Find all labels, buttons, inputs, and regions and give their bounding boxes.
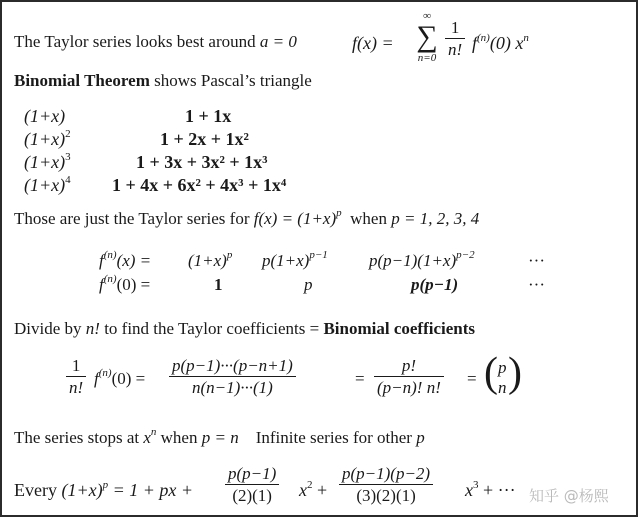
pascal-row-2-lhs: [24, 129, 71, 150]
deriv-row-1-dots: ···: [528, 251, 545, 270]
sum-symbol: ∑: [416, 20, 438, 53]
nth-derivative-superscript: (n): [477, 32, 490, 44]
divide-by-text: Divide by: [14, 319, 82, 338]
coef-eq-2: =: [355, 369, 365, 388]
taylor-formula-lhs: [352, 33, 394, 54]
coef-f-super: (n): [98, 367, 112, 379]
every-word: Every: [14, 480, 57, 500]
coef-frac-1-den: n!: [69, 378, 84, 398]
every-plus: +: [317, 480, 328, 500]
coef-f: f: [94, 369, 99, 388]
binom-top: p: [498, 358, 507, 377]
every-x3-exp: 3: [473, 479, 479, 491]
p-exponent: p: [336, 207, 342, 219]
binom-bottom: n: [498, 378, 507, 397]
f-equals-1-plus-x: f(x) = (1+x): [253, 209, 337, 228]
every-line-lhs: [14, 480, 193, 501]
deriv-row-1-lhs: [99, 251, 151, 271]
binomial-coefficients-bold: Binomial coefficients: [323, 319, 476, 338]
every-frac-1: [225, 464, 279, 507]
pascal-row-1-base: (1+x): [24, 106, 66, 126]
pascal-row-4-exponent: 4: [65, 174, 71, 186]
every-lhs-base: (1+x): [61, 480, 103, 500]
every-lhs-exp: p: [102, 479, 109, 491]
series-stops-text: The series stops at: [14, 428, 140, 447]
coef-f-term: [94, 369, 145, 389]
coef-frac-2-den: n(n−1)···(1): [191, 378, 273, 398]
one-over-n-factorial: [445, 18, 465, 61]
every-x3: [465, 480, 516, 501]
p-equals-n: p = n: [201, 428, 239, 447]
coef-frac-1-num: 1: [66, 356, 86, 377]
coef-frac-3-num: p!: [374, 356, 444, 377]
sum-lower-limit: n=0: [417, 52, 437, 64]
frac-denominator: n!: [448, 40, 463, 60]
coef-f-arg: (0) =: [111, 369, 146, 388]
taylor-term: [472, 33, 529, 54]
deriv-c3-base: p(p−1)(1+x): [369, 251, 457, 270]
deriv-f: f: [99, 251, 104, 270]
deriv-c3-exp: p−2: [456, 249, 475, 261]
taylor-series-text: Those are just the Taylor series for: [14, 209, 250, 228]
pascal-row-3-base: (1+x): [24, 152, 66, 172]
deriv-c1-exp: p: [226, 249, 233, 261]
coef-frac-2-num: p(p−1)···(p−n+1): [169, 356, 296, 377]
pascal-row-4-rhs: 1 + 4x + 6x² + 4x³ + 1x⁴: [112, 175, 287, 195]
deriv-row-2-lhs: [99, 275, 150, 295]
every-tail: + ···: [483, 480, 516, 500]
deriv0-n-super: (n): [103, 273, 117, 285]
deriv-c1-base: (1+x): [188, 251, 227, 270]
p-var: p: [416, 428, 425, 447]
deriv-row-1-col-3: [369, 251, 475, 271]
every-frac-2-den: (3)(2)(1): [356, 486, 416, 506]
x-base: x: [143, 428, 151, 447]
deriv-row-2-col-2: p: [304, 275, 313, 294]
f-of-x-equals: f(x) =: [352, 33, 394, 53]
deriv0-arg: (0) =: [116, 275, 151, 294]
deriv-row-2-dots: ···: [528, 275, 545, 294]
pascal-row-2-exponent: 2: [65, 128, 71, 140]
deriv0-f: f: [99, 275, 104, 294]
pascal-row-3-exponent: 3: [65, 151, 71, 163]
binom-left-paren: (: [484, 350, 498, 396]
deriv-row-1-col-2: [262, 251, 328, 271]
deriv-row-2-col-3: p(p−1): [411, 275, 459, 294]
x-exp-n: n: [150, 426, 157, 438]
n-factorial: n!: [85, 319, 100, 338]
deriv-c2-exp: p−1: [309, 249, 328, 261]
when-word: when: [350, 209, 387, 228]
every-first-terms: = 1 + px +: [112, 480, 194, 500]
coef-frac-2: [169, 356, 296, 399]
p-values: p = 1, 2, 3, 4: [391, 209, 480, 228]
pascal-row-2-base: (1+x): [24, 129, 66, 149]
pascal-row-2-rhs: 1 + 2x + 1x²: [160, 129, 249, 149]
coef-frac-3: [374, 356, 444, 399]
binom-right-paren: ): [508, 350, 522, 396]
every-x3-base: x: [465, 480, 473, 500]
binomial-theorem-title: Binomial Theorem: [14, 71, 150, 90]
taylor-coef-text: to find the Taylor coefficients =: [104, 319, 320, 338]
frac-numerator: 1: [445, 18, 465, 39]
pascal-row-1-lhs: [24, 106, 65, 127]
deriv-n-super: (n): [103, 249, 117, 261]
deriv-row-2-col-1: 1: [214, 275, 223, 294]
every-frac-2: [339, 464, 433, 507]
deriv-x-arg: (x) =: [116, 251, 152, 270]
every-x2-exp: 2: [307, 479, 313, 491]
every-x2: [299, 480, 327, 501]
when-word-2: when: [160, 428, 198, 447]
series-stops-line: [14, 426, 425, 447]
pascal-row-3-rhs: 1 + 3x + 3x² + 1x³: [136, 152, 268, 172]
deriv-row-1-col-1: [188, 251, 232, 271]
taylor-series-line: [14, 207, 480, 228]
sum-upper-limit: ∞: [423, 10, 431, 22]
f-symbol: f: [472, 33, 478, 53]
pascal-row-1-rhs: 1 + 1x: [185, 106, 232, 126]
binomial-theorem-line: [14, 72, 312, 89]
pascal-row-4-lhs: [24, 175, 71, 196]
coef-frac-1: [66, 356, 86, 399]
coef-frac-3-den: (p−n)! n!: [377, 378, 441, 398]
f-argument: (0) x: [489, 33, 524, 53]
every-frac-1-den: (2)(1): [232, 486, 272, 506]
every-frac-1-num: p(p−1): [225, 464, 279, 485]
a-equals-zero: a = 0: [259, 32, 297, 51]
coef-eq-3: =: [467, 369, 477, 388]
divide-line: [14, 320, 475, 337]
deriv-c2-base: p(1+x): [262, 251, 310, 270]
zhihu-watermark: 知乎 @杨熙: [529, 487, 609, 505]
pascal-row-3-lhs: [24, 152, 71, 173]
taylor-intro-line: [14, 33, 297, 50]
binomial-theorem-text: shows Pascal’s triangle: [154, 71, 312, 90]
x-power-n: n: [523, 32, 529, 44]
every-x2-base: x: [299, 480, 307, 500]
pascal-row-4-base: (1+x): [24, 175, 66, 195]
summation: [412, 10, 442, 64]
taylor-intro-text: The Taylor series looks best around: [14, 32, 256, 51]
every-frac-2-num: p(p−1)(p−2): [339, 464, 433, 485]
infinite-series-text: Infinite series for other: [255, 428, 412, 447]
